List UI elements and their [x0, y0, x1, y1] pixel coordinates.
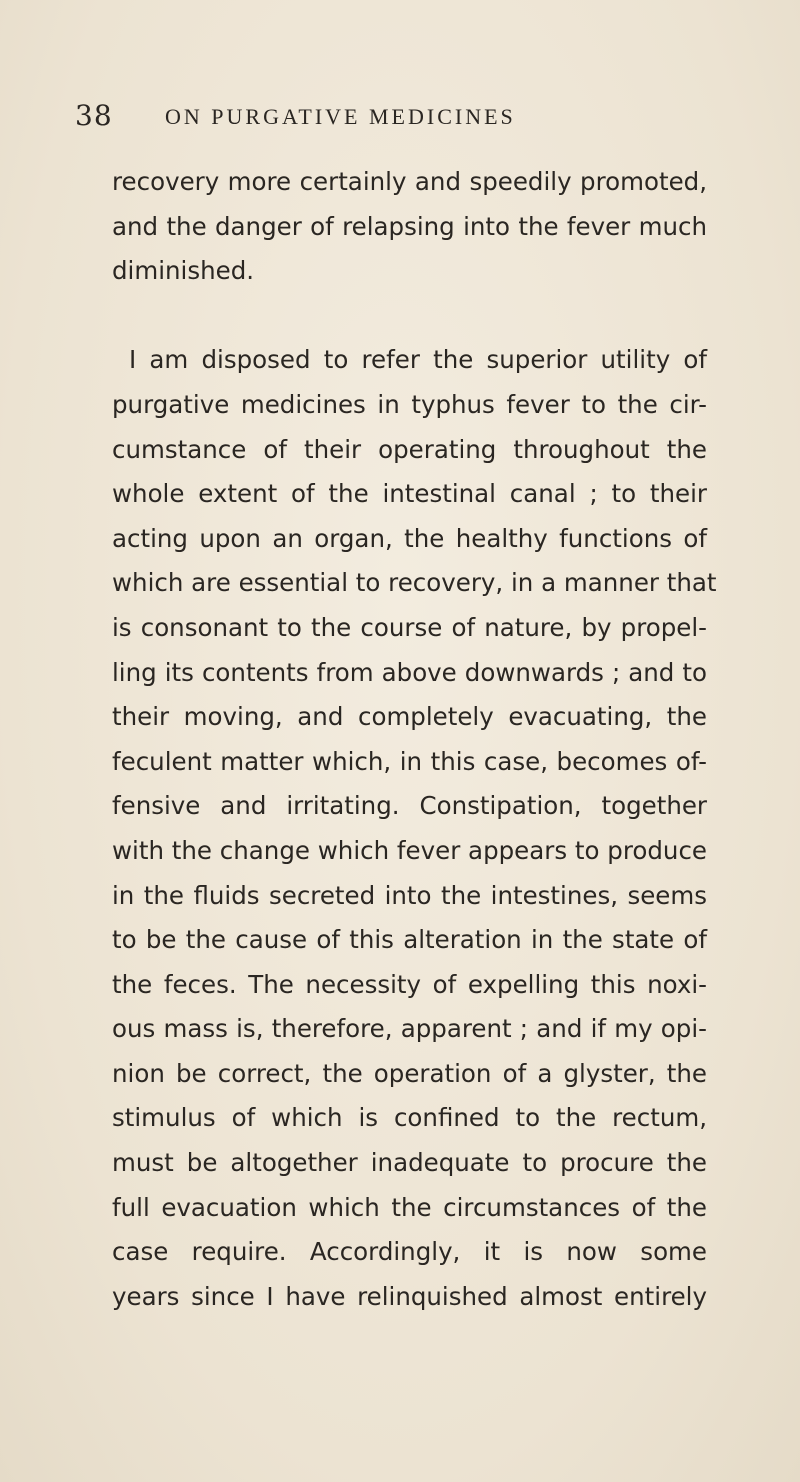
text-line: is consonant to the course of nature, by propel- [112, 612, 707, 642]
paragraph-1 [112, 160, 707, 294]
text-line: whole extent of the intestinal canal ; to their [112, 479, 707, 509]
running-title: ON PURGATIVE MEDICINES [165, 104, 516, 129]
text-line: fensive and irritating. Constipation, together [112, 791, 707, 821]
text-line: cumstance of their operating throughout the [112, 434, 707, 464]
text-line: full evacuation which the circumstances of the [112, 1192, 707, 1222]
text-line: years since I have relinquished almost entirely [112, 1281, 707, 1311]
paragraph-gap [112, 294, 707, 339]
paragraph-2 [112, 338, 717, 1319]
text-line: acting upon an organ, the healthy functions of [112, 523, 707, 553]
text-line: must be altogether inadequate to procure the [112, 1148, 707, 1178]
text-line: case require. Accordingly, it is now some [112, 1237, 707, 1267]
text-line: the feces. The necessity of expelling this noxi- [112, 969, 707, 999]
page-number: 38 [75, 99, 113, 132]
body-text [112, 160, 717, 1319]
text-line: ous mass is, therefore, apparent ; and if my opi- [112, 1014, 707, 1044]
text-line: and the danger of relapsing into the fever much [112, 211, 707, 241]
text-line: their moving, and completely evacuating, the [112, 702, 707, 732]
text-line: feculent matter which, in this case, becomes of- [112, 746, 707, 776]
text-line: stimulus of which is confined to the rectum, [112, 1103, 707, 1133]
text-line: ling its contents from above downwards ; and to [112, 657, 707, 687]
text-line: recovery more certainly and speedily promoted, [112, 167, 707, 196]
text-line: to be the cause of this alteration in the state of [112, 925, 707, 955]
text-line: purgative medicines in typhus fever to the cir- [112, 389, 707, 419]
text-line: diminished. [112, 256, 255, 286]
text-line: which are essential to recovery, in a manner that [112, 568, 717, 598]
text-line: with the change which fever appears to produce [112, 835, 707, 865]
text-line: nion be correct, the operation of a glyster, the [112, 1058, 707, 1088]
text-line: in the fluids secreted into the intestines, seems [112, 880, 707, 910]
page-header [75, 96, 725, 136]
text-line: I am disposed to refer the superior utility of [129, 345, 707, 375]
